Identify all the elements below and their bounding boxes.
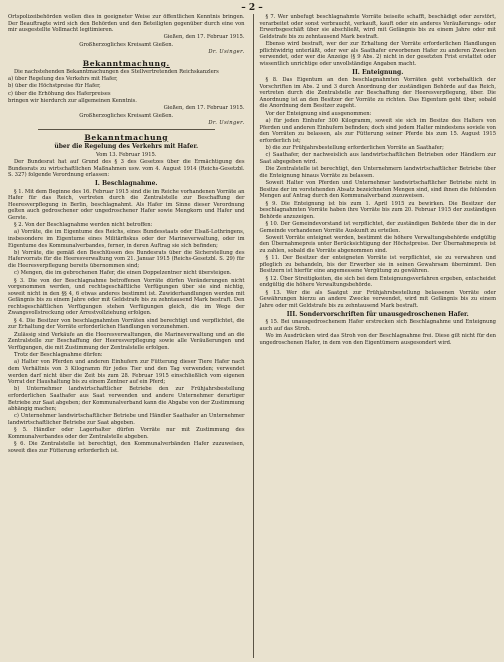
notice1-signature: Dr. Usinger. [208, 120, 245, 127]
notice1-text: Die nachstehenden Bekanntmachungen des Stellvertretenden Reichskanzlers [14, 68, 219, 75]
col1-paragraph: a) Halter von Pferden und anderen Einhufern zur Fütterung dieser Tiere Hafer nach dem Verhältnis von 3 Kilogramm für jedes Tier und den Tag verwenden; verwendet werden darf nicht über die Zeit bis zum 28. Februar 1915 einschließlich vom eigenen Vorrat der Haushaltung bis zu einem Zentner auf ein Pferd; [8, 359, 245, 386]
section3-paragraph: Wo im Ausdrücken wird das Stroh von der Beschlagnahme frei. Diese gilt nicht für den ungedroschenen Hafer, in dem von den Eigentümern ausgesondert wird. [259, 333, 496, 346]
col2-paragraph: § 7. Wer unbefugt beschlagnahmte Vorräte beiseite schafft, beschädigt oder zerstört, verarbeitet oder sonst verbraucht, verkauft, kauft oder ein anderes Veräußerungs- oder Erwerbsgeschäft über sie abschließt, wird mit Gefängnis bis zu einem Jahre oder mit Geldstrafe bis zu zehntausend Mark bestraft. [259, 14, 496, 40]
col1-paragraph: § 6. Die Zentralstelle ist berechtigt, den Kommunalverbänden Hafer zuzuweisen, soweit dies zur Fütterung erforderlich ist. [8, 441, 245, 454]
page-number: – 2 – [241, 3, 263, 13]
section2-paragraph: § 11. Der Besitzer der enteigneten Vorräte ist verpflichtet, sie zu verwahren und pfleglich zu behandeln, bis der Erwerber sie in seinen Gewahrsam übernimmt. Den Besitzern ist hierfür eine angemessene Vergütung zu gewähren. [259, 255, 496, 275]
column-left [8, 14, 245, 658]
section3-paragraph: § 15. Bei unausgedroschenem Hafer erstrecken sich Beschlagnahme und Enteignung auch auf das Stroh. [259, 319, 496, 332]
notice2-preamble: Der Bundesrat hat auf Grund des § 3 des Gesetzes über die Ermächtigung des Bundesrats zu wirtschaftlichen Maßnahmen usw. vom 4. August 1914 (Reichs-Gesetzbl. S. 327) folgende Verordnung erlassen: [8, 158, 245, 179]
section2-title: II. Enteignung. [352, 68, 404, 76]
notice1-item-c: c) über die Erhöhung des Haferpreises [8, 90, 111, 97]
col1-paragraph: b) Vorräte, die gemäß den Beschlüssen des Bundesrats über die Sicherstellung des Hafervorrats für die Heeresverwaltung vom 21. Januar 1915 (Reichs-Gesetzbl. S. 29) für die Heeresverpflegung bereits übernommen sind; [8, 249, 245, 270]
col1-paragraph: a) Vorräte, die im Eigentume des Reichs, eines Bundesstaats oder Elsaß-Lothringens, insbesondere im Eigentume eines Militärfiskus oder der Marineverwaltung, oder im Eigentume des Kommunalverbandes, ferner, in deren Auftrag sie sich befinden; [8, 229, 245, 249]
intro-office: Großherzogliches Kreisamt Gießen. [79, 41, 174, 48]
col1-paragraph: § 1. Mit dem Beginne des 16. Februar 1915 sind die im Reiche vorhandenen Vorräte an Hafer für das Reich, vertreten durch die Zentralstelle zur Beschaffung der Heeresverpflegung in Berlin, beschlagnahmt. Als Hafer im Sinne dieser Verordnung gelten auch gedroschener oder ungedroschener Hafer sowie Mengkorn und Hafer und Gerste. [8, 188, 245, 221]
section2-paragraph: Vor der Enteignung sind ausgenommen: [265, 110, 372, 117]
col1-paragraph: § 5. Händler oder Lagerhalter dürfen Vorräte nur mit Zustimmung des Kommunalverbandes oder der Zentralstelle abgeben. [8, 427, 245, 440]
section2-paragraph: § 9. Die Enteignung ist bis zum 1. April 1915 zu bewirken. Die Besitzer der beschlagnahmten Vorräte haben ihre Vorräte bis zum 20. Februar 1915 der zuständigen Behörde anzuzeigen. [259, 200, 496, 220]
notice1-item-a: a) über Regelung des Verkehrs mit Hafer, [8, 76, 118, 83]
notice1-close: bringen wir hierdurch zur allgemeinen Kenntnis. [8, 98, 137, 105]
section2-paragraph: Die Zentralstelle ist berechtigt, den Unternehmern landwirtschaftlicher Betriebe über die Enteignung hinaus Vorräte zu belassen. [259, 166, 496, 179]
notice2-subtitle: über die Regelung des Verkehrs mit Hafer. [54, 143, 199, 151]
section2-paragraph: § 12. Über Streitigkeiten, die sich bei dem Enteignungsverfahren ergeben, entscheidet endgültig die höhere Verwaltungsbehörde. [259, 275, 496, 289]
col2-paragraph: Ebenso wird bestraft, wer der zur Erhaltung der Vorräte erforderlichen Handlungen pflichtwidrig unterläßt, oder wer als Saathafer erworbenen Hafer zu anderen Zwecken verwendet, oder wer die Anzeige (§ 9 Abs. 2) nicht in der gesetzten Frist erstattet oder wissentlich unrichtige oder unvollständige Angaben macht. [259, 40, 496, 67]
section2-paragraph: § 10. Der Gemeindevorstand ist verpflichtet, der zuständigen Behörde über die in der Gemeinde vorhandenen Vorräte Auskunft zu erteilen. [259, 221, 496, 234]
section1-title: I. Beschlagnahme. [95, 180, 158, 188]
notice2-title: Bekanntmachung [84, 132, 169, 142]
col1-paragraph: § 4. Die Besitzer von beschlagnahmten Vorräten sind berechtigt und verpflichtet, die zur Erhaltung der Vorräte erforderlichen Handlungen vorzunehmen. [8, 317, 245, 331]
section2-paragraph: Soweit Halter von Pferden und Unternehmer landwirtschaftlicher Betriebe nicht in Besitze der im vorstehenden Absatz bezeichneten Mengen sind, sind ihnen die fehlenden Mengen auf Antrag durch den Kommunalverband zuzuweisen. [259, 180, 496, 200]
section2-paragraph: § 13. Wer die als Saatgut zur Frühjahrsbestellung belassenen Vorräte oder Gewährungen hierzu an andere Zwecke verwendet, wird mit Gefängnis bis zu einem Jahre oder mit Geldstrafe bis zu zehntausend Mark bestraft. [259, 289, 496, 309]
col1-paragraph: c) Mengen, die im gebrochenen Hafer, die einen Doppelzentner nicht übersteigen. [14, 270, 232, 277]
notice1-title: Bekanntmachung. [82, 58, 170, 68]
section2-paragraph: b) die zur Frühjahrsbestellung erforderlichen Vorräte an Saathafer; [265, 145, 444, 152]
section2-paragraph: Soweit Vorräte enteignet werden, bestimmt die höhere Verwaltungsbehörde endgültig den Übernahmepreis unter Berücksichtigung der Höchstpreise. Der Übernahmepreis ist zu zahlen, sobald die Vorräte abgenommen sind. [259, 234, 496, 255]
column-right [253, 14, 497, 658]
intro-text: Ortspolizeibehörden wollen dies in geeigneter Weise zur öffentlichen Kenntnis bringen. Der Beauftragte wird sich den Behörden und den Beteiligten gegenüber durch eine von mir ausgestellte Vollmacht legitimieren. [8, 14, 245, 34]
col1-paragraph: c) Unternehmer landwirtschaftlicher Betriebe und Händler Saathafer an Unternehmer landwirtschaftlicher Betriebe zur Saat abgeben. [8, 413, 245, 426]
section2-paragraph: § 8. Das Eigentum an den beschlagnahmten Vorräten geht vorbehaltlich der Vorschriften im Abs. 2 und 3 durch Anordnung der zuständigen Behörde auf das Reich, vertreten durch die Zentralstelle zur Beschaffung der Heeresverpflegung, über. Die Anordnung ist an den Besitzer der Vorräte zu richten. Das Eigentum geht über, sobald die Anordnung dem Besitzer zugeht. [259, 77, 496, 110]
col1-paragraph: § 3. Die von der Beschlagnahme betroffenen Vorräte dürfen Veränderungen nicht vorgenommen werden, und rechtsgeschäftliche Verfügungen über sie sind nichtig, soweit nicht in den §§ 4, 6 etwas anderes bestimmt ist. Zuwiderhandlungen werden mit Gefängnis bis zu einem Jahre oder mit Geldstrafe bis zu zehntausend Mark bestraft. Den rechtsgeschäftlichen Verfügungen stehen Verfügungen gleich, die im Wege der Zwangsvollstreckung oder Arrestvollziehung erfolgen. [8, 277, 245, 317]
intro-signature: Dr. Usinger. [208, 49, 245, 56]
columns [8, 14, 496, 658]
intro-date: Gießen, den 17. Februar 1915. [163, 34, 245, 41]
section2-paragraph: a) für jeden Einhufer 300 Kilogramm, soweit sie sich im Besitze des Halters von Pferden und anderen Einhufern befinden; doch sind jedem Halter mindestens soviele von den Vorräten zu belassen, als zur Fütterung seiner Pferde bis zum 15. August 1915 erforderlich ist; [259, 118, 496, 144]
notice1-office: Großherzogliches Kreisamt Gießen. [79, 112, 174, 119]
notice1-item-b: b) über die Höchstpreise für Hafer, [8, 83, 101, 90]
separator [38, 129, 215, 130]
col1-paragraph: § 2. Von der Beschlagnahme werden nicht betroffen: [14, 222, 153, 229]
notice2-date: Vom 13. Februar 1915. [96, 151, 157, 158]
notice1-date: Gießen, den 17. Februar 1915. [163, 105, 245, 112]
section3-title: III. Sondervorschriften für unausgedroschenen Hafer. [286, 310, 469, 318]
section2-paragraph: c) Saathafer, der nachweislich aus landwirtschaftlichen Betrieben oder Händlern zur Saat abgegeben wird. [259, 152, 496, 165]
col1-paragraph: Zulässig sind Verkäufe an die Heeresverwaltungen, die Marineverwaltung und an die Zentralstelle zur Beschaffung der Heeresverpflegung sowie alle Veräußerungen und Verfügungen, die mit Zustimmung der Zentralstelle erfolgen. [8, 331, 245, 351]
col1-paragraph: Trotz der Beschlagnahme dürfen: [14, 352, 103, 359]
col1-paragraph: b) Unternehmer landwirtschaftlicher Betriebe den zur Frühjahrsbestellung erforderlichen Saathafer aus Saat verwenden und andere Unternehmer derartiger Betriebe zur Saat abgeben; der Kommunalverband kann die Abgabe von der Zustimmung abhängig machen; [8, 386, 245, 413]
